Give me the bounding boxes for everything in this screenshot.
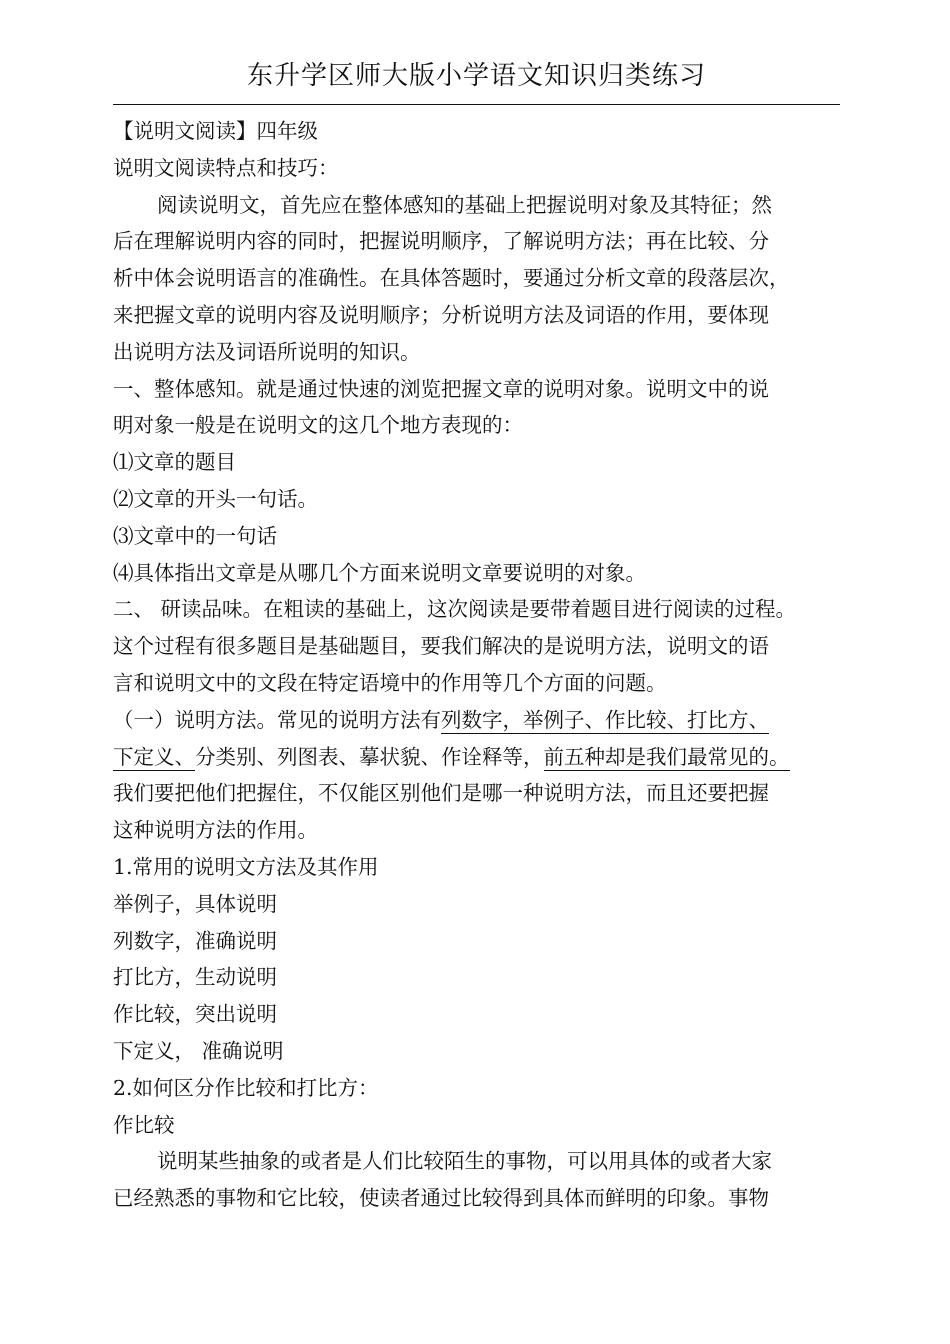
- underlined-text: 列数字，举例子、作比较、打比方、: [441, 707, 769, 732]
- text-segment: 分类别、列图表、摹状貌、作诠释等，: [195, 744, 544, 769]
- paragraph-line: 已经熟悉的事物和它比较，使读者通过比较得到具体而鲜明的印象。事物: [113, 1186, 769, 1211]
- paragraph-line: 二、 研读品味。在粗读的基础上，这次阅读是要带着题目进行阅读的过程。: [113, 597, 797, 622]
- subheading: 说明文阅读特点和技巧：: [113, 155, 339, 180]
- numbered-heading: 2.如何区分作比较和打比方：: [113, 1075, 379, 1100]
- paragraph-line: 出说明方法及词语所说明的知识。: [113, 339, 421, 364]
- list-item: 列数字，准确说明: [113, 928, 277, 953]
- underlined-text: 前五种却是我们最常见的。: [543, 744, 790, 769]
- list-item: ⑷具体指出文章是从哪几个方面来说明文章要说明的对象。: [113, 560, 646, 585]
- underlined-text: 下定义、: [113, 744, 195, 769]
- list-item: ⑵文章的开头一句话。: [113, 486, 318, 511]
- numbered-heading: 1.常用的说明文方法及其作用: [113, 854, 379, 879]
- text-segment: （一）说明方法。常见的说明方法有: [113, 707, 441, 732]
- paragraph-line: 一、整体感知。就是通过快速的浏览把握文章的说明对象。说明文中的说: [113, 376, 769, 401]
- paragraph-line: [113, 739, 840, 776]
- header-rule: [113, 104, 840, 105]
- list-item: ⑶文章中的一句话: [113, 523, 277, 548]
- list-item: 举例子，具体说明: [113, 891, 277, 916]
- paragraph-line: 言和说明文中的文段在特定语境中的作用等几个方面的问题。: [113, 670, 667, 695]
- paragraph-line: [113, 702, 840, 739]
- paragraph-line: 这个过程有很多题目是基础题目，要我们解决的是说明方法，说明文的语: [113, 634, 769, 659]
- subheading: 作比较: [113, 1112, 175, 1137]
- list-item: 下定义， 准确说明: [113, 1038, 284, 1063]
- list-item: ⑴文章的题目: [113, 450, 236, 475]
- document-body: [113, 113, 840, 1217]
- list-item: 作比较，突出说明: [113, 1002, 277, 1027]
- paragraph-line: 析中体会说明语言的准确性。在具体答题时，要通过分析文章的段落层次，: [113, 266, 790, 291]
- paragraph-line: 这种说明方法的作用。: [113, 818, 318, 843]
- section-heading: 【说明文阅读】四年级: [113, 119, 318, 143]
- paragraph-line: 我们要把他们把握住，不仅能区别他们是哪一种说明方法，而且还要把握: [113, 781, 769, 806]
- list-item: 打比方，生动说明: [113, 965, 277, 990]
- paragraph-line: 明对象一般是在说明文的这几个地方表现的：: [113, 413, 523, 438]
- paragraph-line: 说明某些抽象的或者是人们比较陌生的事物，可以用具体的或者大家: [157, 1149, 772, 1174]
- paragraph-line: 阅读说明文，首先应在整体感知的基础上把握说明对象及其特征；然: [157, 192, 772, 217]
- paragraph-line: 后在理解说明内容的同时，把握说明顺序，了解说明方法；再在比较、分: [113, 229, 769, 254]
- paragraph-line: 来把握文章的说明内容及说明顺序；分析说明方法及词语的作用，要体现: [113, 302, 769, 327]
- page-header-title: 东升学区师大版小学语文知识归类练习: [246, 61, 706, 91]
